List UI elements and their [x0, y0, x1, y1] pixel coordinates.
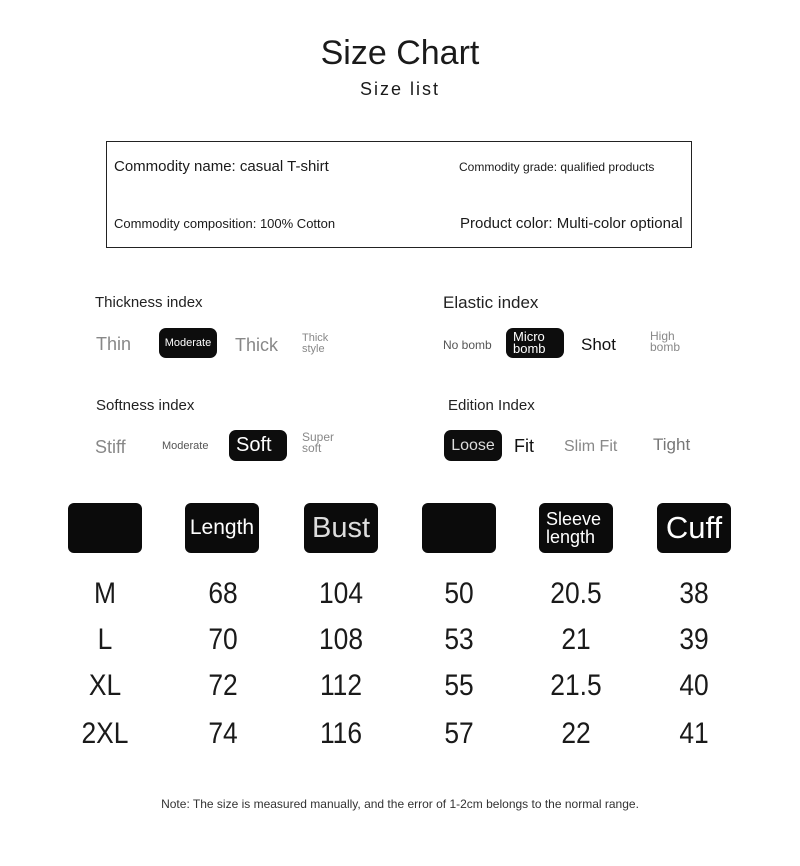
- commodity-name: Commodity name: casual T-shirt: [114, 158, 329, 175]
- cell-sleeve-length: 21: [561, 623, 591, 656]
- edition-option-tight: Tight: [653, 435, 691, 454]
- softness-option-label: Soft: [236, 434, 272, 456]
- thickness-option-thick-style: Thick style: [302, 332, 329, 355]
- header-size: [68, 503, 142, 553]
- header-length: [185, 503, 259, 553]
- cell-length: 70: [208, 623, 238, 656]
- cell-sleeve-length: 22: [561, 717, 591, 750]
- cell-size: XL: [88, 669, 122, 702]
- commodity-grade: Commodity grade: qualified products: [459, 160, 655, 174]
- cell-length: 68: [208, 577, 238, 610]
- cell-shoulder: 55: [444, 669, 474, 702]
- edition-option-loose-selected: [444, 430, 502, 461]
- cell-shoulder: 57: [444, 717, 474, 750]
- cell-shoulder: 50: [444, 577, 474, 610]
- cell-length: 72: [208, 669, 238, 702]
- elastic-option-micro-bomb-selected: [506, 328, 564, 358]
- header-cuff-label: Cuff: [665, 510, 723, 545]
- elastic-option-label: Micro bomb: [513, 329, 546, 356]
- thickness-option-thin: Thin: [96, 334, 132, 354]
- elastic-option-shot: Shot: [581, 335, 616, 354]
- softness-option-stiff: Stiff: [95, 437, 126, 457]
- header-cuff: [657, 503, 731, 553]
- page-subtitle: Size list: [359, 79, 440, 99]
- cell-cuff: 38: [679, 577, 709, 610]
- cell-size: 2XL: [81, 717, 129, 750]
- thickness-option-thick: Thick: [235, 335, 279, 355]
- cell-sleeve-length: 20.5: [550, 577, 602, 610]
- edition-option-fit: Fit: [514, 436, 534, 456]
- cell-bust: 116: [319, 717, 363, 750]
- cell-shoulder: 53: [444, 623, 474, 656]
- cell-cuff: 39: [679, 623, 709, 656]
- softness-index-title: Softness index: [96, 397, 195, 414]
- commodity-info-box: [106, 141, 692, 248]
- header-bust: [304, 503, 378, 553]
- commodity-composition: Commodity composition: 100% Cotton: [114, 216, 336, 231]
- elastic-option-no-bomb: No bomb: [443, 338, 492, 352]
- edition-option-label: Loose: [451, 436, 495, 454]
- thickness-index-title: Thickness index: [95, 294, 203, 311]
- header-sleeve-length: [539, 503, 613, 553]
- header-sleeve-length-label: Sleeve length: [546, 509, 602, 547]
- header-bust-label: Bust: [311, 511, 371, 544]
- elastic-option-high-bomb: High bomb: [650, 329, 681, 354]
- cell-size: M: [94, 577, 116, 610]
- measurement-note: Note: The size is measured manually, and the error of 1-2cm belongs to the normal range.: [161, 797, 639, 811]
- edition-option-slim-fit: Slim Fit: [564, 438, 618, 455]
- cell-bust: 104: [318, 577, 364, 610]
- cell-cuff: 40: [679, 669, 709, 702]
- header-shoulder: [422, 503, 496, 553]
- softness-option-super-soft: Super soft: [302, 430, 335, 455]
- page-title: Size Chart: [320, 34, 480, 72]
- product-color: Product color: Multi-color optional: [460, 215, 683, 232]
- cell-cuff: 41: [679, 717, 709, 750]
- cell-length: 74: [208, 717, 238, 750]
- softness-option-soft-selected: [229, 430, 287, 461]
- thickness-option-label: Moderate: [164, 337, 212, 349]
- edition-index-title: Edition Index: [448, 397, 535, 414]
- thickness-option-moderate-selected: [159, 328, 217, 358]
- cell-size: L: [97, 623, 113, 656]
- cell-bust: 112: [319, 669, 363, 702]
- header-length-label: Length: [189, 516, 255, 539]
- elastic-index-title: Elastic index: [443, 293, 539, 312]
- softness-option-moderate: Moderate: [162, 440, 209, 452]
- cell-bust: 108: [318, 623, 364, 656]
- cell-sleeve-length: 21.5: [550, 669, 602, 702]
